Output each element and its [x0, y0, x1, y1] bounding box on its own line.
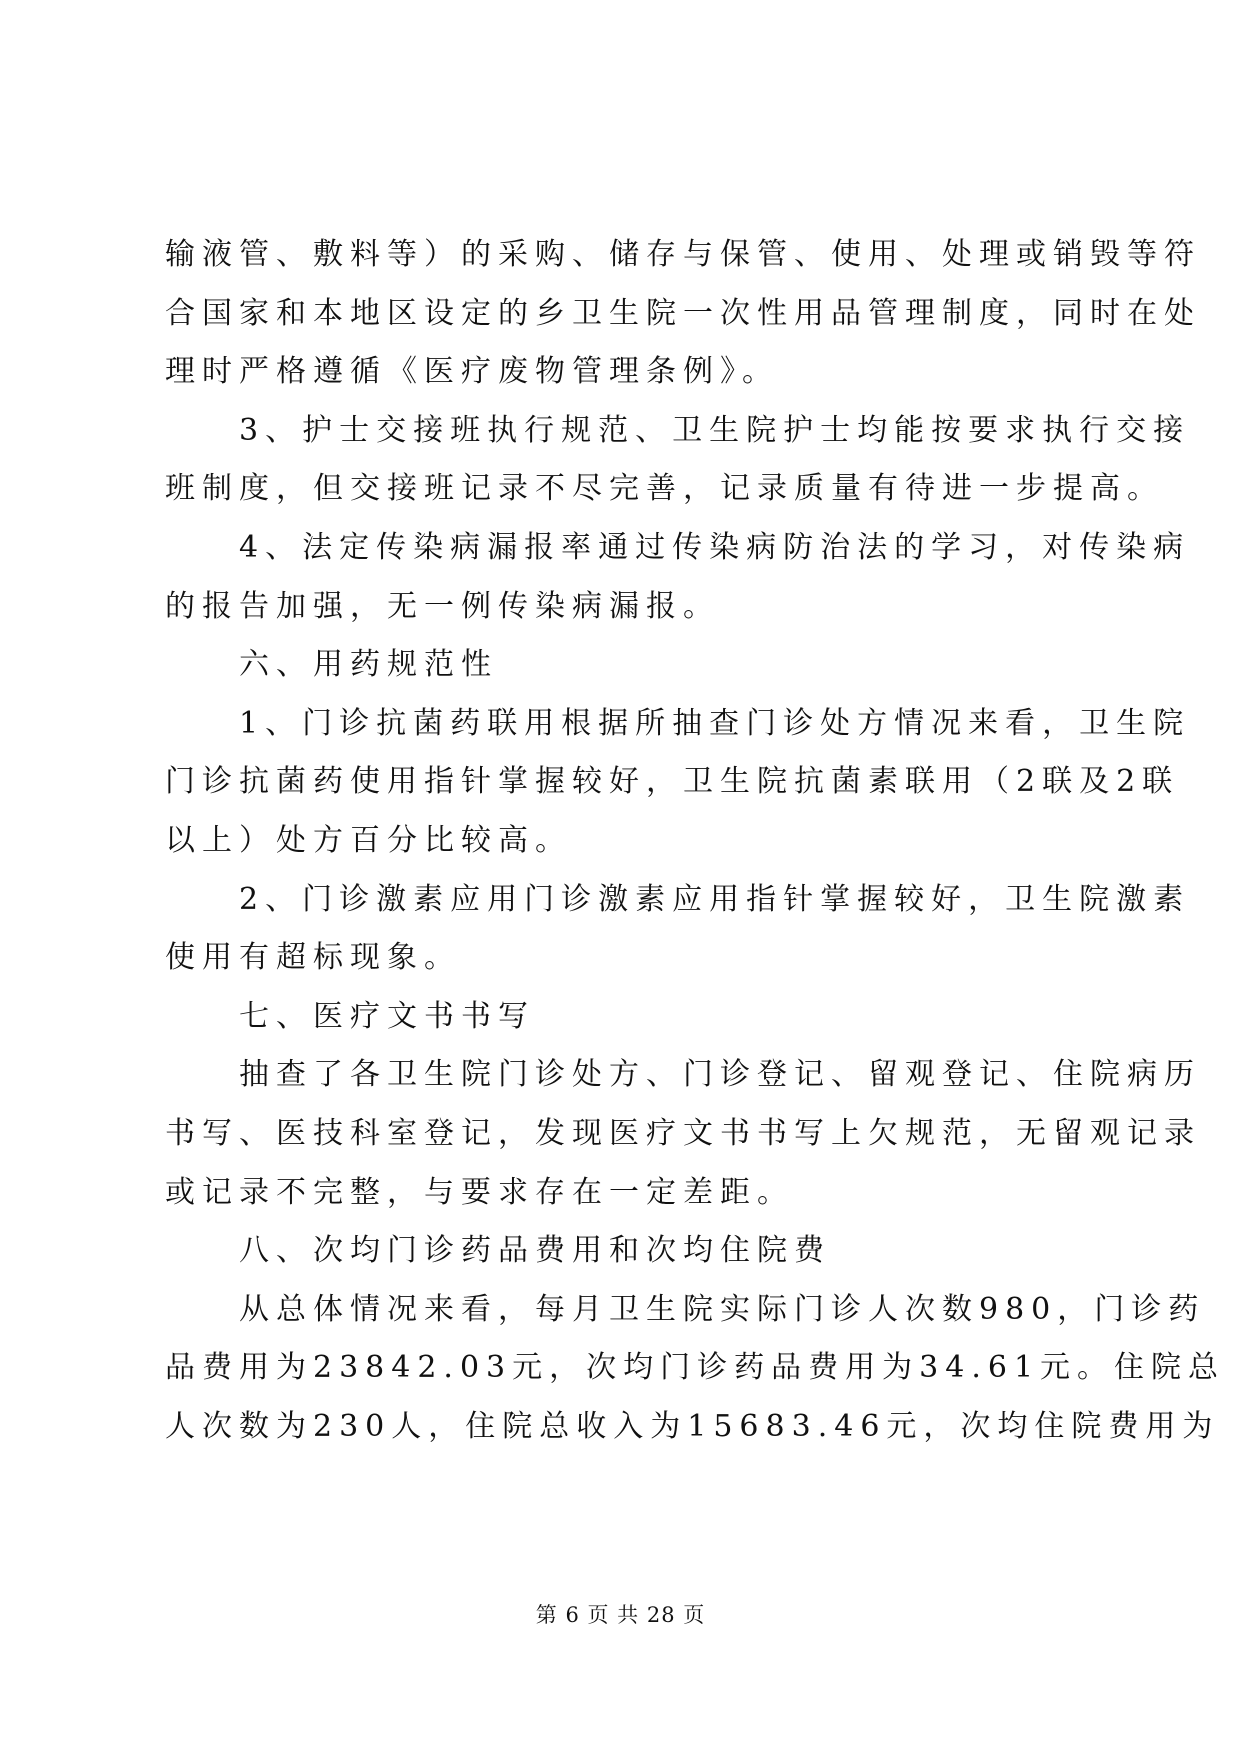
text-line: 品费用为23842.03元，次均门诊药品费用为34.61元。住院总	[165, 1350, 1226, 1386]
document-body	[165, 226, 1226, 1456]
text-line: 从总体情况来看，每月卫生院实际门诊人次数980，门诊药	[165, 1291, 1206, 1327]
text-line: 3、护士交接班执行规范、卫生院护士均能按要求执行交接	[165, 412, 1191, 448]
text-line: 输液管、敷料等）的采购、储存与保管、使用、处理或销毁等符	[165, 237, 1201, 272]
section-heading: 七、医疗文书书写	[165, 998, 535, 1034]
section-heading: 八、次均门诊药品费用和次均住院费	[165, 1233, 831, 1269]
text-line: 的报告加强，无一例传染病漏报。	[165, 588, 720, 624]
text-line: 2、门诊激素应用门诊激素应用指针掌握较好，卫生院激素	[165, 881, 1191, 917]
text-line: 书写、医技科室登记，发现医疗文书书写上欠规范，无留观记录	[165, 1115, 1201, 1151]
text-line: 以上）处方百分比较高。	[165, 822, 572, 858]
text-line: 4、法定传染病漏报率通过传染病防治法的学习，对传染病	[165, 529, 1191, 565]
text-line: 合国家和本地区设定的乡卫生院一次性用品管理制度，同时在处	[165, 295, 1201, 331]
section-heading: 六、用药规范性	[165, 647, 498, 683]
text-line: 抽查了各卫生院门诊处方、门诊登记、留观登记、住院病历	[165, 1057, 1201, 1093]
text-line: 理时严格遵循《医疗废物管理条例》。	[165, 354, 779, 390]
text-line: 1、门诊抗菌药联用根据所抽查门诊处方情况来看，卫生院	[165, 705, 1191, 741]
page-number: 第 6 页 共 28 页	[535, 1603, 706, 1627]
text-line: 人次数为230人，住院总收入为15683.46元，次均住院费用为	[165, 1408, 1220, 1444]
text-line: 班制度，但交接班记录不尽完善，记录质量有待进一步提高。	[165, 471, 1164, 507]
text-line: 或记录不完整，与要求存在一定差距。	[165, 1174, 794, 1210]
text-line: 门诊抗菌药使用指针掌握较好，卫生院抗菌素联用（2联及2联	[165, 764, 1180, 800]
text-line: 使用有超标现象。	[165, 940, 461, 976]
